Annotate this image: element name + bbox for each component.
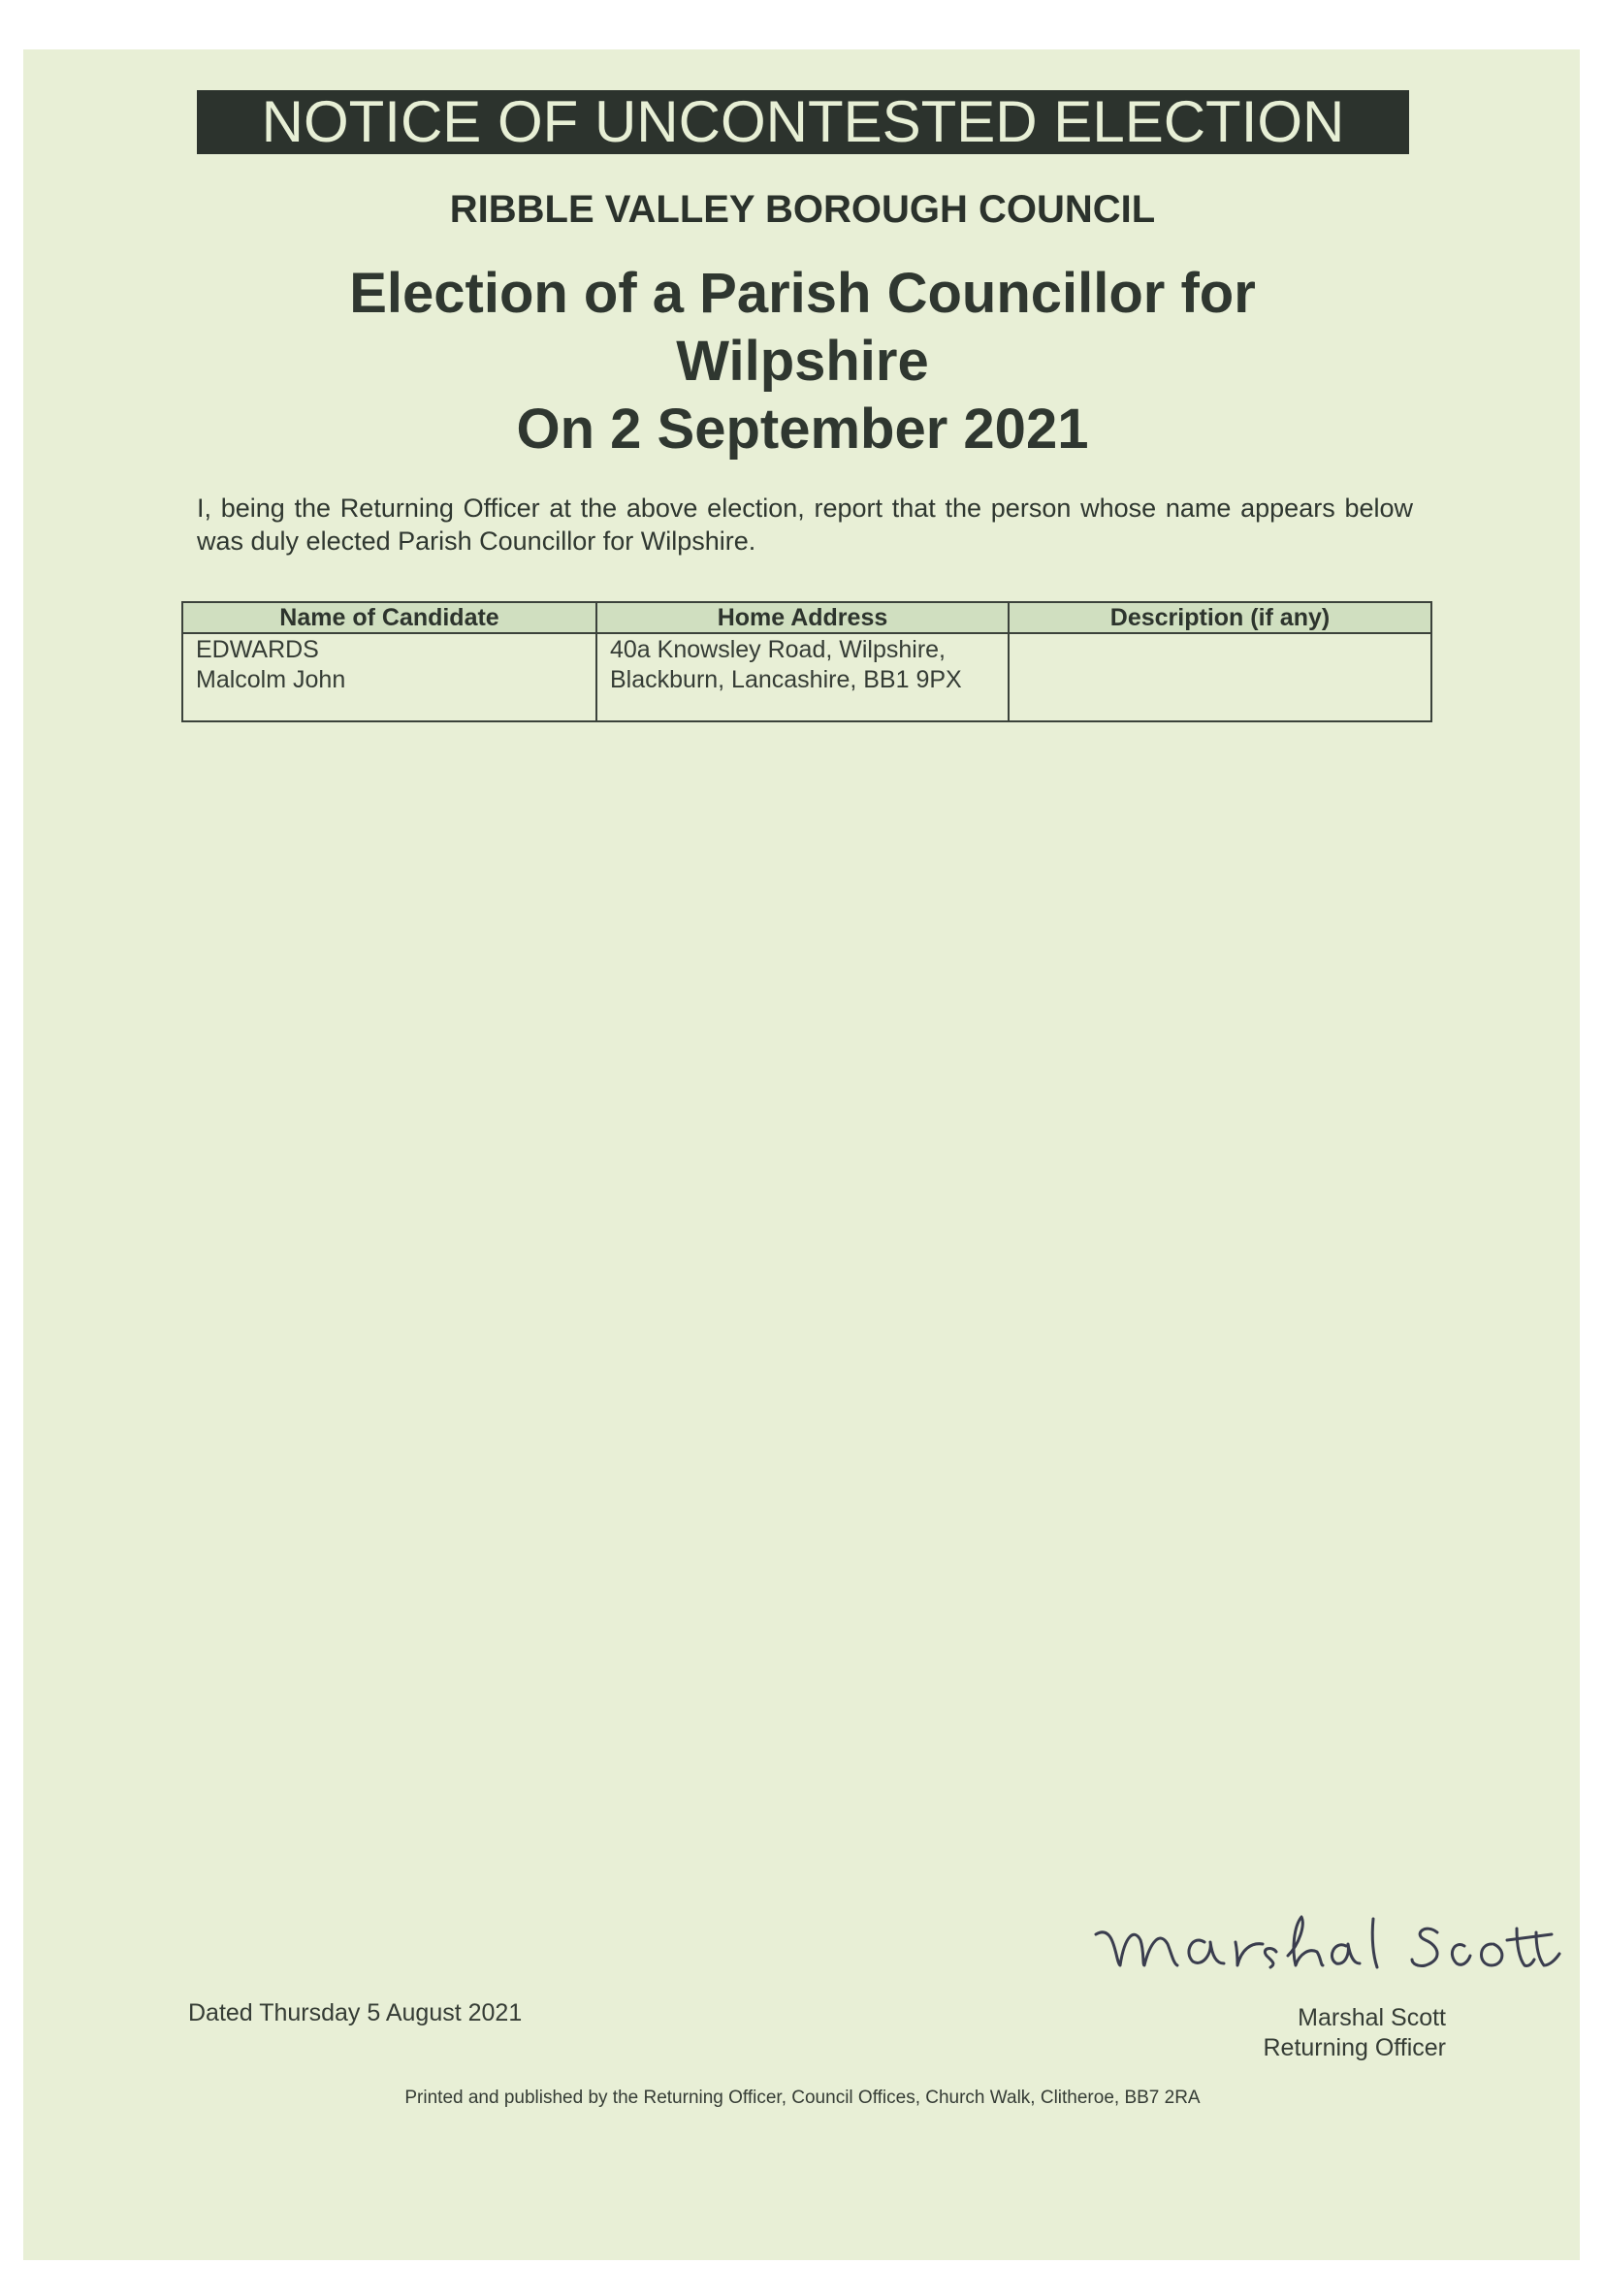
candidate-forenames: Malcolm John <box>196 666 346 693</box>
candidate-surname: EDWARDS <box>196 636 319 663</box>
officer-title: Returning Officer <box>1263 2034 1446 2061</box>
council-name: RIBBLE VALLEY BOROUGH COUNCIL <box>449 188 1156 231</box>
address-line: Blackburn, Lancashire, BB1 9PX <box>610 666 962 693</box>
address-line: 40a Knowsley Road, Wilpshire, <box>610 636 946 663</box>
candidate-description-cell <box>1009 633 1431 721</box>
intro-statement: I, being the Returning Officer at the above election, report that the person whose name appears below was duly elected Parish Councillor for Wilpshire. <box>197 494 1413 556</box>
notice-heading: NOTICE OF UNCONTESTED ELECTION <box>197 90 1409 154</box>
election-title-line: On 2 September 2021 <box>516 398 1089 461</box>
column-header-description: Description (if any) <box>1009 602 1431 633</box>
candidates-table <box>181 601 1432 722</box>
imprint-text: Printed and published by the Returning Officer, Council Offices, Church Walk, Clitheroe, BB7 2RA <box>404 2088 1201 2108</box>
election-title-line: Wilpshire <box>676 330 929 393</box>
table-row <box>182 633 1431 721</box>
column-header-name: Name of Candidate <box>182 602 596 633</box>
candidate-name-cell <box>182 633 596 721</box>
table-header-row <box>182 602 1431 633</box>
officer-name: Marshal Scott <box>1298 2004 1446 2031</box>
handwritten-signature <box>1076 1896 1571 1983</box>
election-title-line: Election of a Parish Councillor for <box>349 262 1256 325</box>
candidate-address-cell <box>596 633 1009 721</box>
column-header-address: Home Address <box>596 602 1009 633</box>
dated-line: Dated Thursday 5 August 2021 <box>188 1999 523 2026</box>
election-title <box>0 260 1605 463</box>
